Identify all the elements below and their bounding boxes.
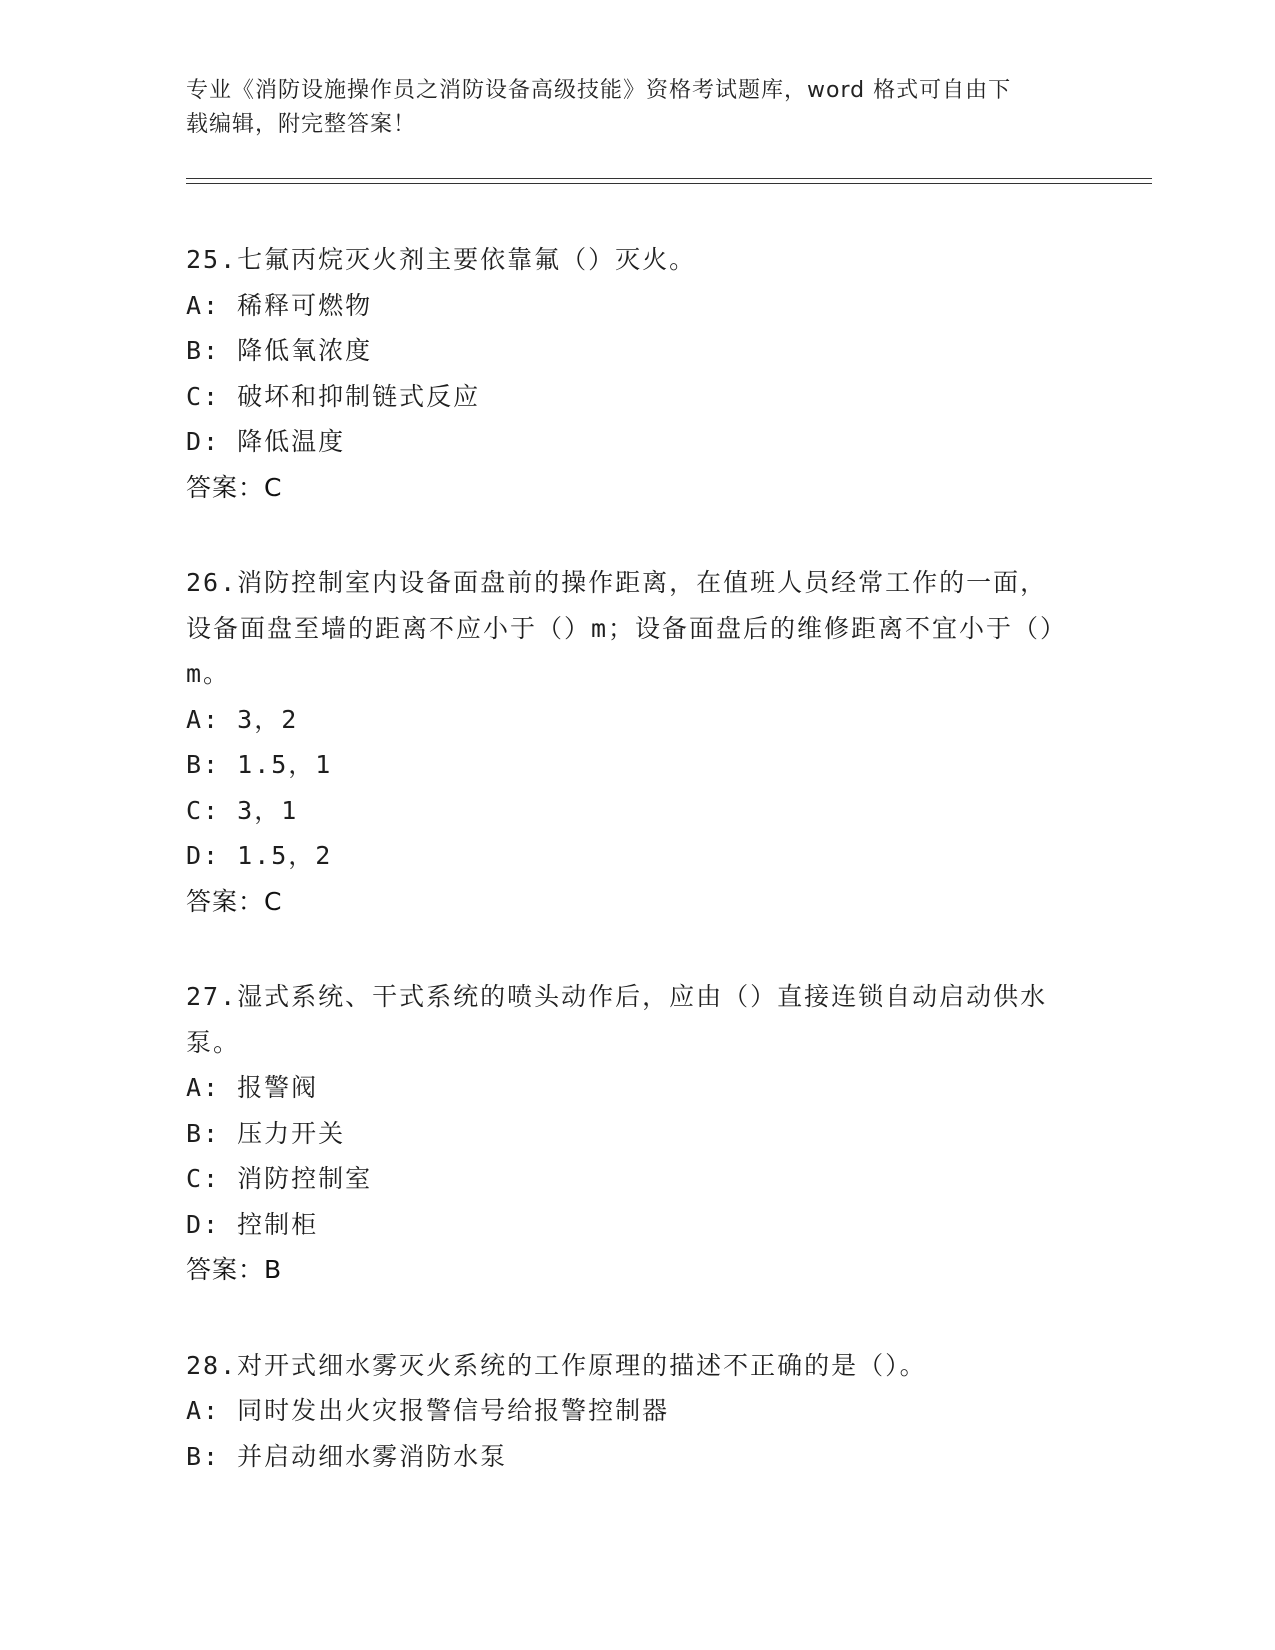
option-b: B: 压力开关 bbox=[186, 1118, 346, 1148]
header-line-1: 专业《消防设施操作员之消防设备高级技能》资格考试题库，word 格式可自由下 bbox=[186, 78, 1012, 103]
option-a: A: 稀释可燃物 bbox=[186, 290, 373, 320]
answer-line: 答案：C bbox=[186, 472, 283, 502]
header-divider-bottom bbox=[186, 183, 1152, 184]
question-text: 25.七氟丙烷灭火剂主要依靠氟（）灭火。 bbox=[186, 245, 697, 274]
option-b: B: 并启动细水雾消防水泵 bbox=[186, 1441, 508, 1471]
option-c: C: 消防控制室 bbox=[186, 1164, 373, 1193]
option-d: D: 降低温度 bbox=[186, 427, 346, 456]
question-text: 27.湿式系统、干式系统的喷头动作后，应由（）直接连锁自动启动供水泵。 bbox=[186, 982, 1048, 1057]
question-28 bbox=[186, 1343, 1086, 1480]
option-a: A: 报警阀 bbox=[186, 1073, 319, 1102]
question-27 bbox=[186, 974, 1086, 1293]
question-26 bbox=[186, 560, 1086, 924]
option-c: C: 3，1 bbox=[186, 795, 299, 825]
option-a: A: 同时发出火灾报警信号给报警控制器 bbox=[186, 1396, 670, 1425]
question-25 bbox=[186, 237, 1086, 510]
option-d: D: 控制柜 bbox=[186, 1209, 319, 1239]
option-d: D: 1.5，2 bbox=[186, 841, 333, 870]
option-b: B: 降低氧浓度 bbox=[186, 336, 373, 365]
header-line-2: 载编辑，附完整答案！ bbox=[186, 112, 417, 137]
answer-line: 答案：B bbox=[186, 1255, 283, 1284]
document-header bbox=[186, 74, 1066, 142]
option-a: A: 3，2 bbox=[186, 704, 299, 734]
option-c: C: 破坏和抑制链式反应 bbox=[186, 381, 481, 411]
option-b: B: 1.5，1 bbox=[186, 750, 333, 779]
answer-line: 答案：C bbox=[186, 886, 283, 916]
question-text: 26.消防控制室内设备面盘前的操作距离，在值班人员经常工作的一面，设备面盘至墙的距离不应小于（）m；设备面盘后的维修距离不宜小于（）m。 bbox=[186, 568, 1055, 688]
question-list bbox=[186, 237, 1086, 1529]
question-text: 28.对开式细水雾灭火系统的工作原理的描述不正确的是（）。 bbox=[186, 1350, 927, 1380]
header-divider-top bbox=[186, 178, 1152, 179]
